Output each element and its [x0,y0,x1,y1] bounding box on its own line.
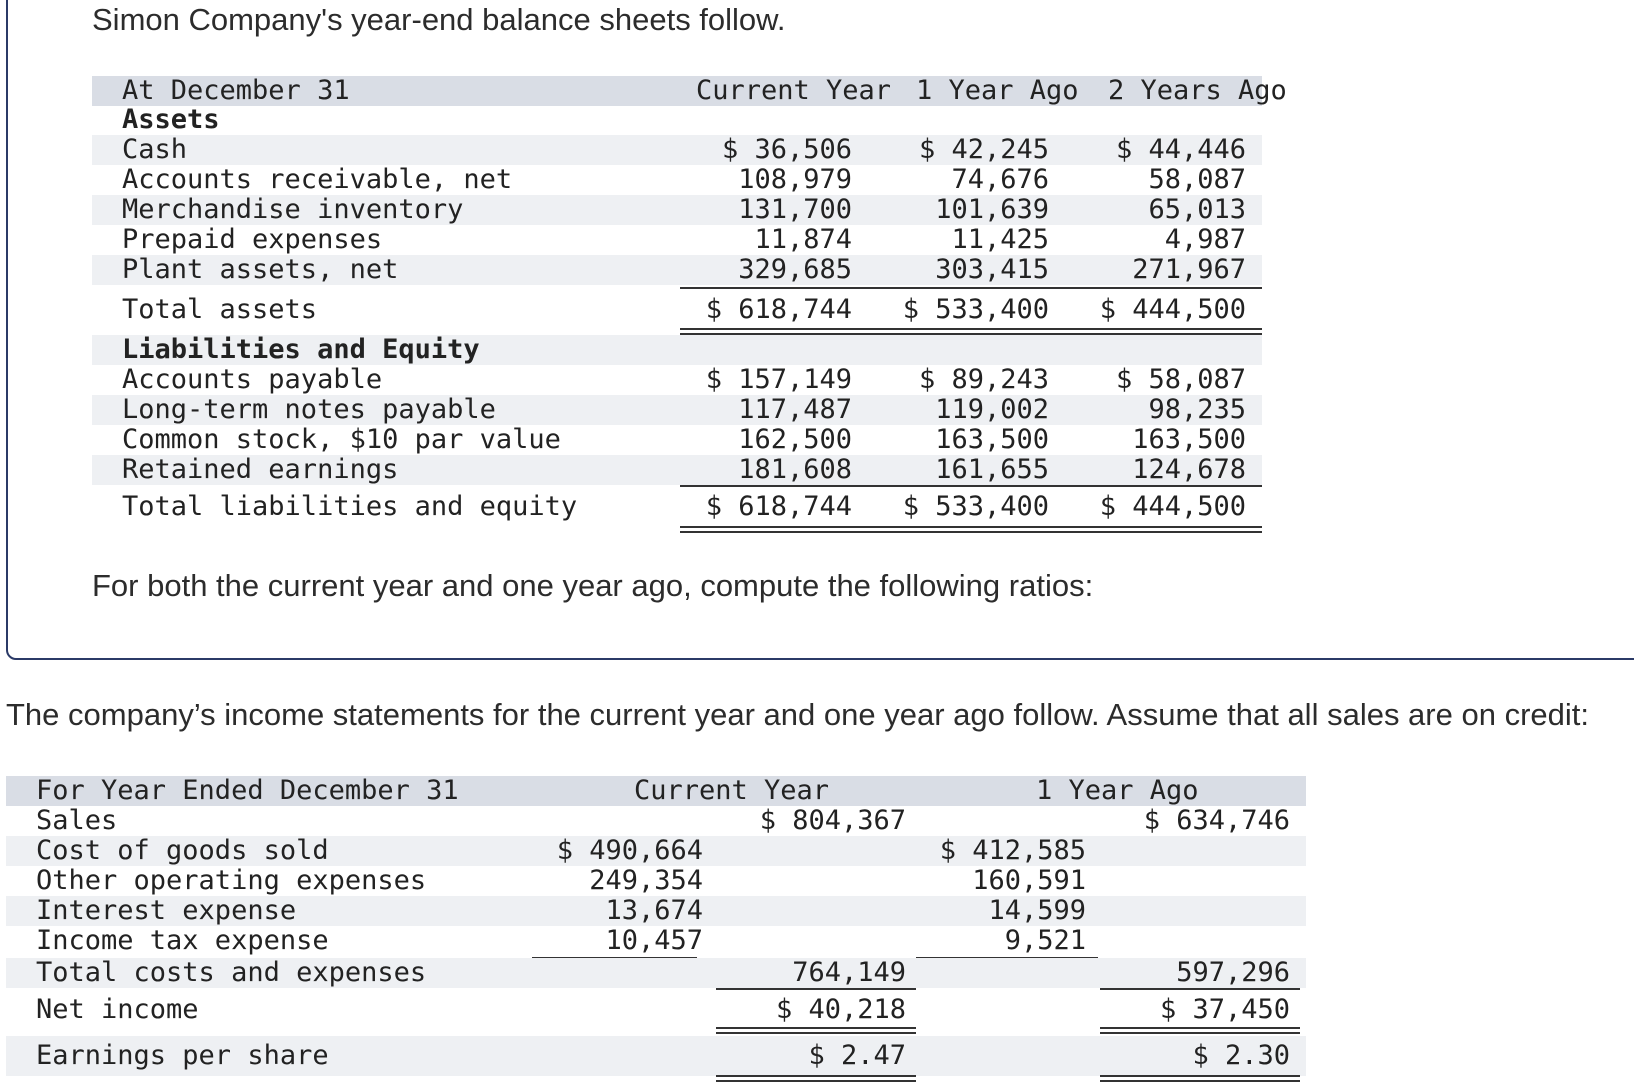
total-double-rule [716,1075,916,1082]
table-row: Merchandise inventory 131,700 101,639 65,013 [92,195,1262,225]
total-double-rule [1100,1075,1300,1082]
table-row: Total costs and expenses 764,149 597,296 [6,958,1306,988]
total-assets-row: Total assets $ 618,744 $ 533,400 $ 444,500 [122,294,1246,325]
table-row: Accounts receivable, net 108,979 74,676 58,087 [122,164,1246,195]
total-double-rule [680,328,1262,335]
table-header [92,75,1287,106]
assets-heading: Assets [122,104,220,135]
table-row: Plant assets, net 329,685 303,415 271,967 [92,255,1262,285]
header-current-year: Current Year [634,775,830,806]
eps-row: Earnings per share $ 2.47 $ 2.30 [6,1036,1306,1076]
total-double-rule [716,1027,916,1034]
header-1-year-ago: 1 Year Ago [1036,775,1199,806]
subtotal-rule [716,988,916,990]
table-row: Prepaid expenses 11,874 11,425 4,987 [122,224,1246,255]
header-1-year-ago: 1 Year Ago [916,75,1079,106]
table-header [6,776,1306,806]
net-income-row: Net income $ 40,218 $ 37,450 [36,994,1290,1025]
total-double-rule [680,526,1262,533]
subtotal-rule [1100,988,1300,990]
subtotal-rule [680,485,1262,487]
table-row: Interest expense 13,674 14,599 [6,896,1306,926]
table-row: Cash $ 36,506 $ 42,245 $ 44,446 [92,135,1262,165]
total-double-rule [1100,1027,1300,1034]
header-label: At December 31 [122,75,350,106]
balance-intro: Simon Company's year-end balance sheets follow. [92,2,786,37]
table-row: Long-term notes payable 117,487 119,002 98,235 [92,395,1262,425]
header-current-year: Current Year [696,75,892,106]
table-row: Sales $ 804,367 $ 634,746 [36,805,1290,836]
table-row: Common stock, $10 par value 162,500 163,500 163,500 [122,424,1246,455]
subtotal-rule [680,287,1262,289]
table-row: Income tax expense 10,457 9,521 [36,925,1086,956]
ratios-prompt: For both the current year and one year ago, compute the following ratios: [92,568,1094,603]
table-row: Retained earnings 181,608 161,655 124,678 [92,455,1262,485]
section-heading [92,335,1262,365]
header-2-years-ago: 2 Years Ago [1108,75,1287,106]
liabilities-heading: Liabilities and Equity [122,334,480,365]
table-row: Other operating expenses 249,354 160,591 [36,865,1086,896]
table-row: Accounts payable $ 157,149 $ 89,243 $ 58,087 [122,364,1246,395]
total-liabilities-equity-row: Total liabilities and equity $ 618,744 $ 533,400 $ 444,500 [122,491,1246,522]
header-label: For Year Ended December 31 [36,775,459,806]
section-heading [92,105,1262,135]
income-intro: The company’s income statements for the current year and one year ago follow. Assume that all sales are on credit: [6,697,1589,732]
table-row: Cost of goods sold $ 490,664 $ 412,585 [6,836,1306,866]
